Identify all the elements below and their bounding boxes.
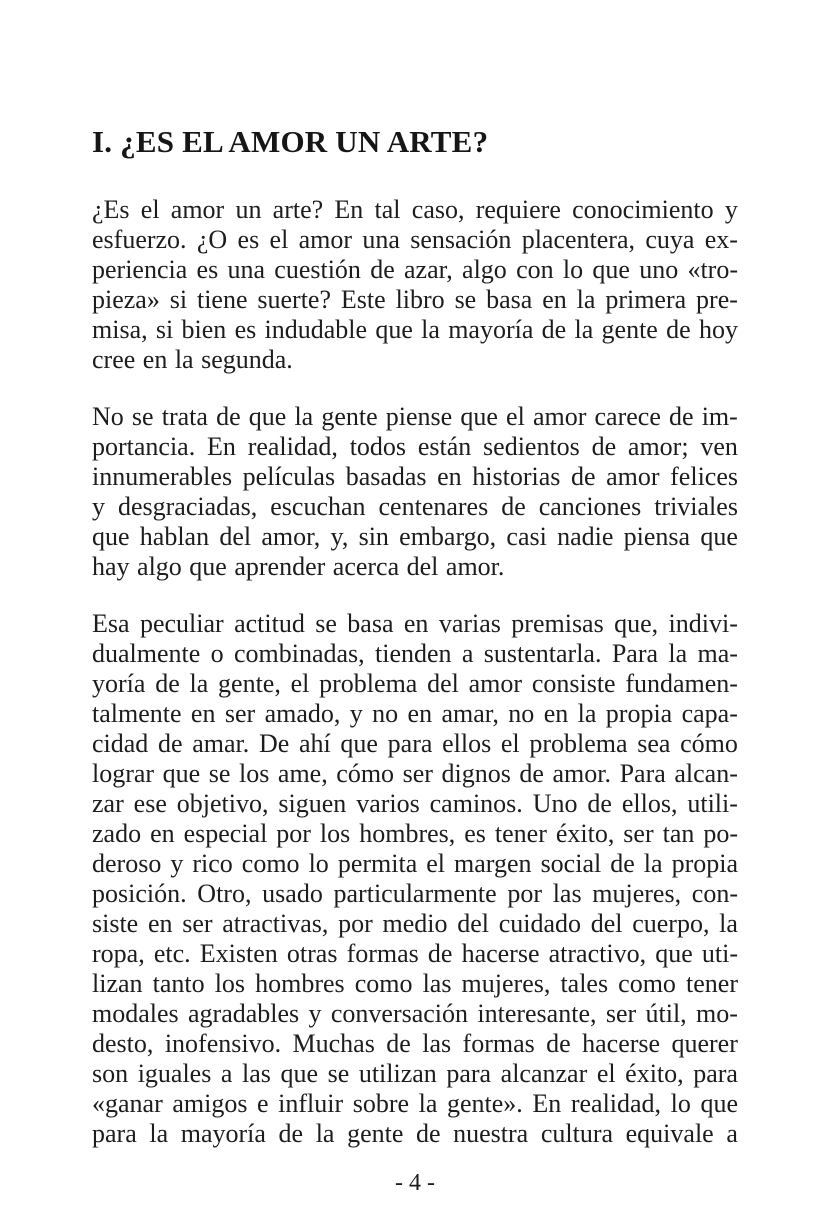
paragraphs xyxy=(92,195,738,1149)
text-line: zado en especial por los hombres, es tener éxito, ser tan po- xyxy=(92,819,738,848)
text-line: siste en ser atractivas, por medio del cuidado del cuerpo, la xyxy=(92,909,738,938)
text-line: que hablan del amor, y, sin embargo, casi nadie piensa que xyxy=(92,522,738,551)
page-number: - 4 - xyxy=(395,1170,435,1196)
text-line: esfuerzo. ¿O es el amor una sensación placentera, cuya ex- xyxy=(92,225,738,254)
text-line: pieza» si tiene suerte? Este libro se basa en la primera pre- xyxy=(92,285,738,314)
text-line: ¿Es el amor un arte? En tal caso, requiere conocimiento y xyxy=(92,195,738,224)
text-line: yoría de la gente, el problema del amor consiste fundamen- xyxy=(92,669,738,698)
paragraph xyxy=(92,402,738,582)
text-line: y desgraciadas, escuchan centenares de canciones triviales xyxy=(92,492,738,521)
text-line: cidad de amar. De ahí que para ellos el problema sea cómo xyxy=(92,729,738,758)
text-line: son iguales a las que se utilizan para alcanzar el éxito, para xyxy=(92,1059,738,1088)
text-line: modales agradables y conversación interesante, ser útil, mo- xyxy=(92,999,738,1028)
text-line: No se trata de que la gente piense que el amor carece de im- xyxy=(92,402,738,431)
text-line: misa, si bien es indudable que la mayoría de la gente de hoy xyxy=(92,315,738,344)
text-line: dualmente o combinadas, tienden a sustentarla. Para la ma- xyxy=(92,639,738,668)
text-line: ropa, etc. Existen otras formas de hacerse atractivo, que uti- xyxy=(92,939,738,968)
chapter-title: I. ¿ES EL AMOR UN ARTE? xyxy=(92,124,489,159)
text-line: cree en la segunda. xyxy=(92,345,293,374)
paragraph xyxy=(92,609,738,1149)
text-line: periencia es una cuestión de azar, algo con lo que uno «tro- xyxy=(92,255,738,284)
text-column xyxy=(92,0,738,1149)
text-line: zar ese objetivo, siguen varios caminos. Uno de ellos, utili- xyxy=(92,789,738,818)
text-line: para la mayoría de la gente de nuestra cultura equivale a xyxy=(92,1119,738,1148)
text-line: lograr que se los ame, cómo ser dignos de amor. Para alcan- xyxy=(92,759,738,788)
paragraph xyxy=(92,195,738,375)
text-line: innumerables películas basadas en historias de amor felices xyxy=(92,462,738,491)
text-line: Esa peculiar actitud se basa en varias premisas que, indivi- xyxy=(92,609,738,638)
text-line: posición. Otro, usado particularmente por las mujeres, con- xyxy=(92,879,738,908)
text-line: portancia. En realidad, todos están sedientos de amor; ven xyxy=(92,432,738,461)
text-line: «ganar amigos e influir sobre la gente». En realidad, lo que xyxy=(92,1089,738,1118)
text-line: hay algo que aprender acerca del amor. xyxy=(92,552,505,581)
text-line: desto, inofensivo. Muchas de las formas de hacerse querer xyxy=(92,1029,738,1058)
text-line: talmente en ser amado, y no en amar, no en la propia capa- xyxy=(92,699,738,728)
text-line: deroso y rico como lo permita el margen social de la propia xyxy=(92,849,738,878)
text-line: lizan tanto los hombres como las mujeres, tales como tener xyxy=(92,969,738,998)
